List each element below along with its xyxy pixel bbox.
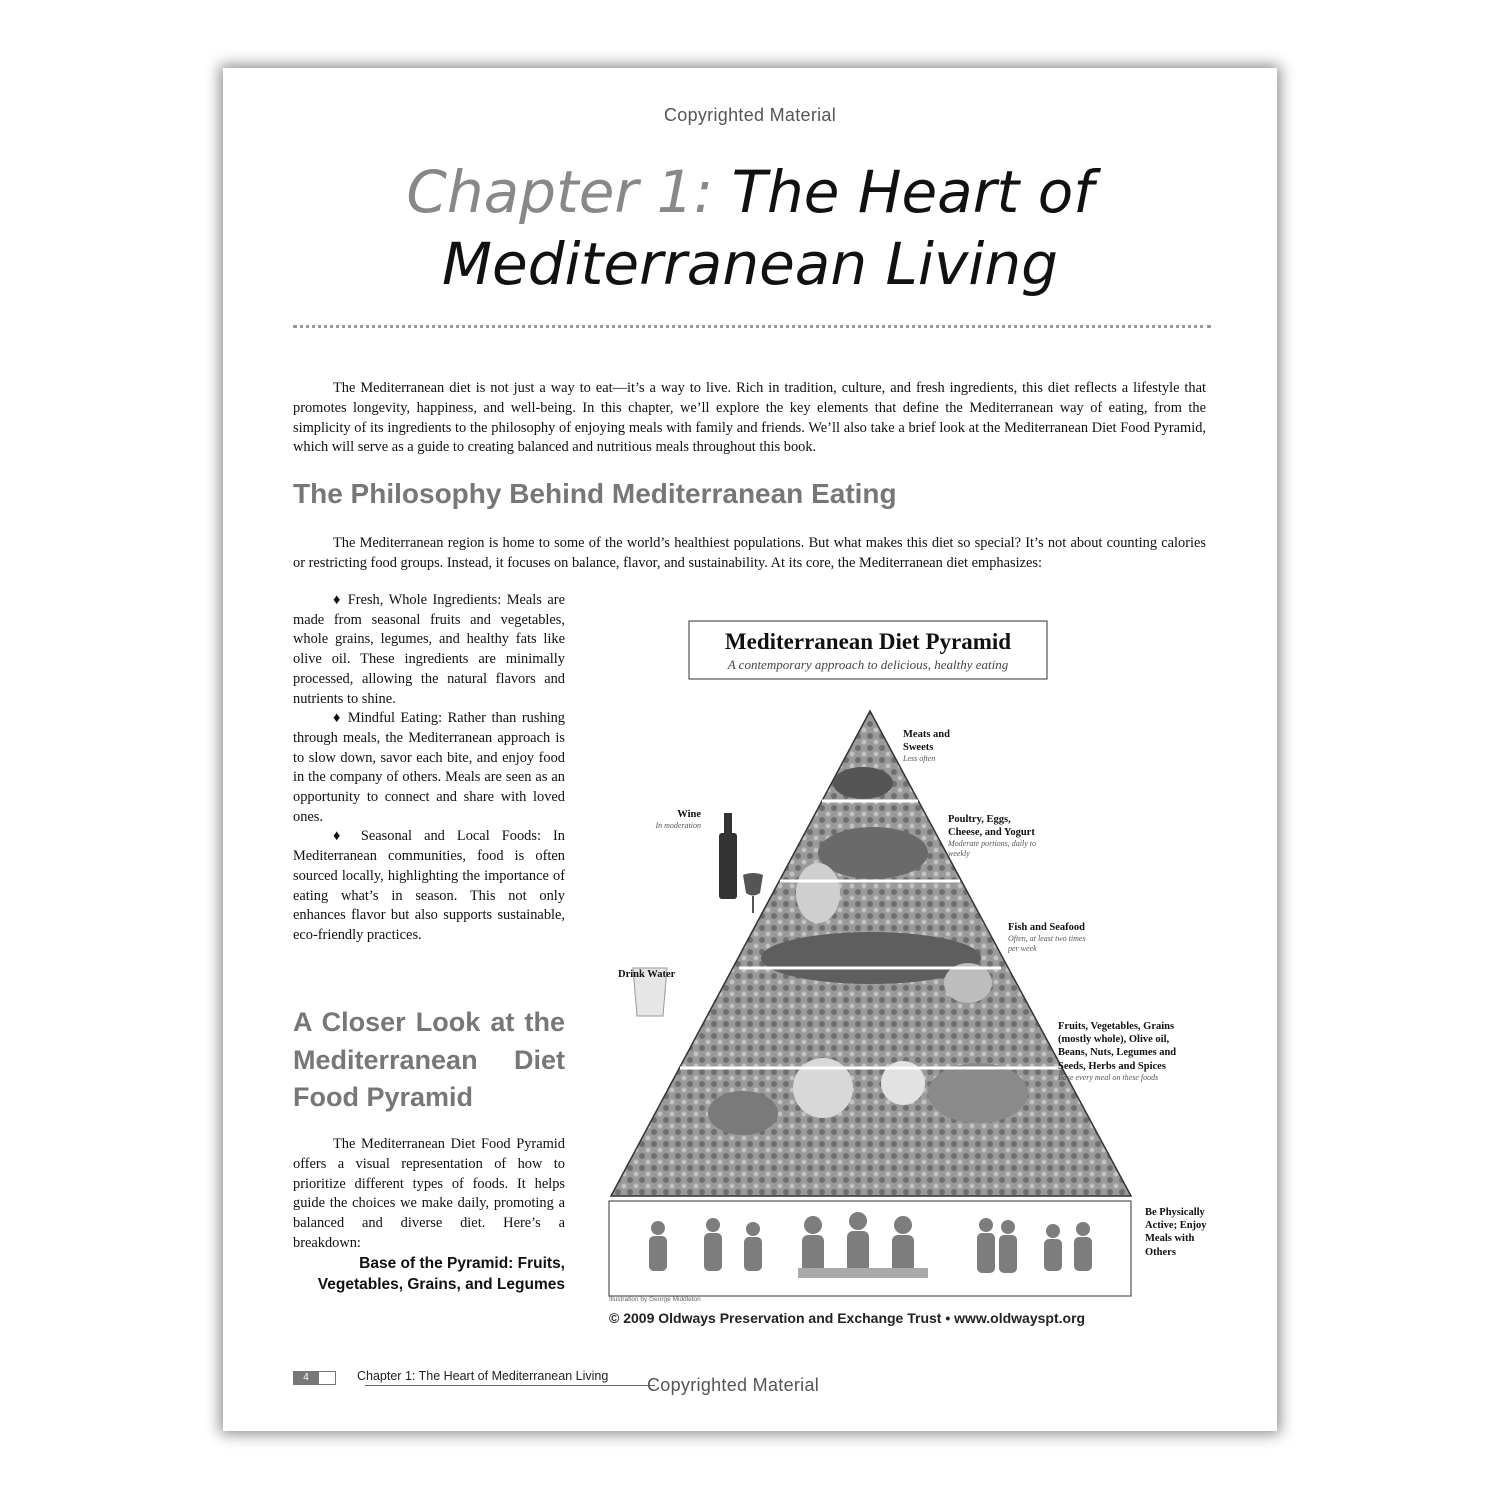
grapes-food [708,1091,778,1135]
philosophy-paragraph: The Mediterranean region is home to some of the world’s healthiest populations. But what makes this diet so special? It’s not about counting calories or restricting food groups. Instead, it focuses on balance, flavor, and sustainability. At its core, the Mediterranean diet emphasizes: [293,535,1206,571]
chapter-title-line1: The Heart of [731,158,1094,226]
page-number-box [319,1371,336,1385]
pyramid-credit: © 2009 Oldways Preservation and Exchange Trust • www.oldwayspt.org [609,1310,1086,1326]
pyramid-figure [603,613,1223,1303]
dotted-divider [293,325,1211,328]
section-heading-pyramid: A Closer Look at the Mediterranean Diet Food Pyramid [293,1007,565,1112]
left-column [293,591,565,946]
pyramid-title: Mediterranean Diet Pyramid [724,629,1012,654]
chapter-number: Chapter 1: [406,158,714,226]
wine-bottle [719,833,737,899]
page-number: 4 [293,1371,319,1385]
label-drink-water: Drink Water [618,969,676,980]
illustration-credit: Illustration by George Middleton [609,1296,701,1303]
label-fish: Fish and Seafood Often, at least two times per week [1008,922,1086,954]
copyright-header: Copyrighted Material [663,105,837,125]
pyramid-subtitle: A contemporary approach to delicious, healthy eating [727,657,1009,672]
bullet-fresh-ingredients: ♦ Fresh, Whole Ingredients: Meals are made from seasonal fruits and vegetables, whole grains, legumes, and healthy fats like olive oil. These ingredients are minimally processed, allowing the natural flavors and nutrients to shine. [293,592,565,707]
footer-chapter-title: Chapter 1: The Heart of Mediterranean Living [357,1369,609,1383]
label-poultry: Poultry, Eggs, Cheese, and Yogurt Moderate portions, daily to weekly [948,814,1036,859]
label-physically-active: Be Physically Active; Enjoy Meals with Others [1145,1207,1207,1258]
subheading-base-of-pyramid: Base of the Pyramid: Fruits, Vegetables, Grains, and Legumes [317,1255,565,1293]
chapter-title [223,156,1277,300]
yogurt-jar [796,863,840,923]
label-wine: Wine In moderation [655,809,701,831]
bread-food [928,1063,1028,1123]
poultry-food [818,827,928,879]
copyright-footer: Copyrighted Material [647,1375,820,1395]
label-base: Fruits, Vegetables, Grains (mostly whole), Olive oil, Beans, Nuts, Legumes and Seeds, Herbs and Spices Base every meal on these foods [1058,1021,1177,1082]
meats-sweets-food [833,767,893,799]
footer-rule [365,1385,655,1386]
pyramid-intro-paragraph: The Mediterranean Diet Food Pyramid offers a visual representation of how to prioritize different types of foods. It helps guide the choices we make daily, promoting a balanced and diverse diet. Here’s a breakdown: [293,1136,565,1251]
bullet-seasonal-foods: ♦ Seasonal and Local Foods: In Mediterranean communities, food is often sourced locally, highlighting the importance of eating what’s in season. This not only enhances flavor but also supports sustainable, eco-friendly practices. [293,828,565,943]
label-meats-sweets: Meats and Sweets Less often [903,729,950,764]
wine-glass [743,873,763,896]
section-heading-philosophy: The Philosophy Behind Mediterranean Eating [293,478,897,509]
chapter-title-line2: Mediterranean Living [442,230,1058,298]
intro-paragraph: The Mediterranean diet is not just a way to eat—it’s a way to live. Rich in tradition, culture, and fresh ingredients, this diet reflects a lifestyle that promotes longevity, happiness, and well-being. In this chapter, we’ll explore the key elements that define the Mediterranean way of eating, from the simplicity of its ingredients to the philosophy of enjoying meals with family and friends. We’ll also take a brief look at the Mediterranean Diet Food Pyramid, which will serve as a guide to creating balanced and nutritious meals throughout this book. [293,380,1206,456]
bullet-mindful-eating: ♦ Mindful Eating: Rather than rushing through meals, the Mediterranean approach is to slow down, savor each bite, and enjoy food in the company of others. Meals are seen as an opportunity to connect and share with loved ones. [293,710,565,825]
book-page [223,68,1277,1431]
